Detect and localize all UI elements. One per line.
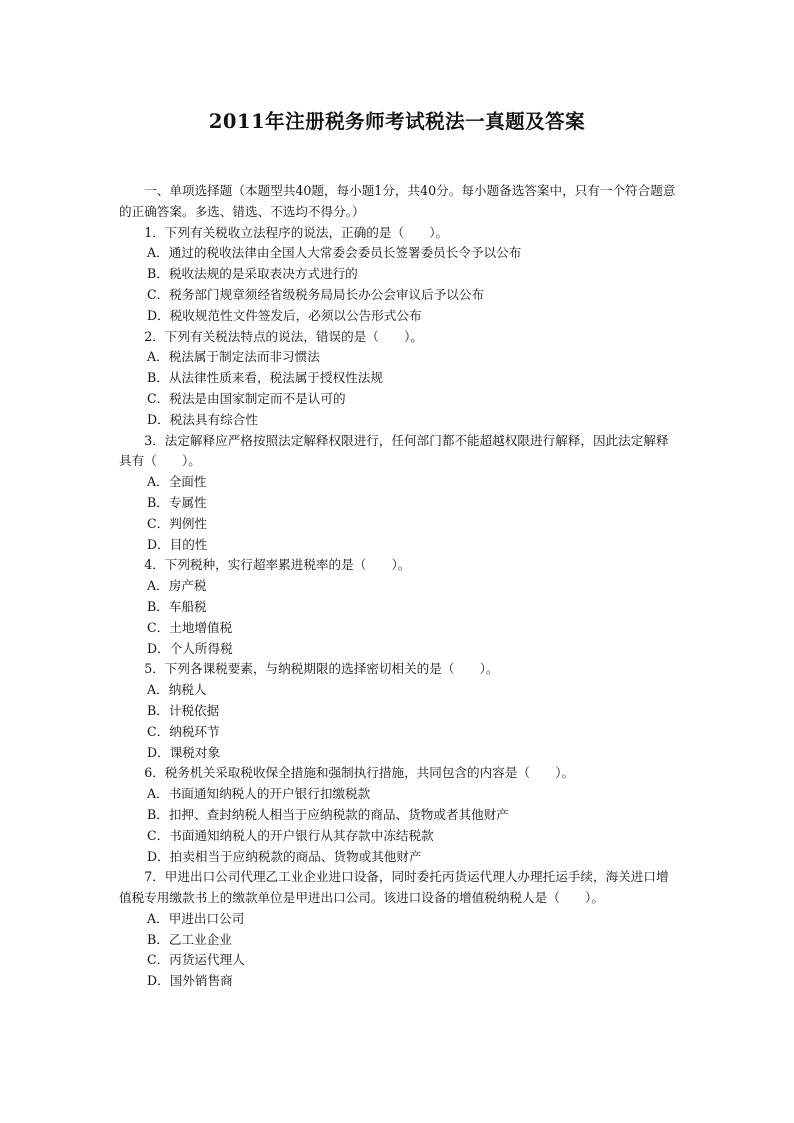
- question-option: C．丙货运代理人: [147, 952, 245, 968]
- question-stem: 3．法定解释应严格按照法定解释权限进行，任何部门都不能超越权限进行解释，因此法定解释具有（ ）。: [119, 432, 669, 469]
- document-title: 2011年注册税务师考试税法一真题及答案: [208, 110, 586, 133]
- question-option: D．税收规范性文件签发后，必须以公告形式公布: [147, 307, 422, 323]
- question-option: B．车船税: [147, 598, 207, 614]
- question-option: B．从法律性质来看，税法属于授权性法规: [147, 370, 383, 386]
- question-option: D．国外销售商: [147, 973, 233, 989]
- question-option: B．乙工业企业: [147, 931, 232, 947]
- question-option: A．税法属于制定法而非习惯法: [147, 349, 320, 365]
- question-option: B．税收法规的是采取表决方式进行的: [147, 266, 358, 282]
- question-option: C．判例性: [147, 515, 208, 531]
- question-option: D．拍卖相当于应纳税款的商品、货物或其他财产: [147, 848, 422, 864]
- question-option: C．税务部门规章须经省级税务局局长办公会审议后予以公布: [147, 286, 485, 302]
- question-option: D．个人所得税: [147, 640, 233, 656]
- question-stem: 7．甲进出口公司代理乙工业企业进口设备，同时委托丙货运代理人办理托运手续，海关进口增值税专用缴款书上的缴款单位是甲进出口公司。该进口设备的增值税纳税人是（ ）。: [119, 869, 669, 906]
- question-stem: 5．下列各课税要素，与纳税期限的选择密切相关的是（ ）。: [144, 661, 499, 677]
- question-option: B．计税依据: [147, 702, 220, 718]
- question-option: C．土地增值税: [147, 619, 233, 635]
- question-stem: 6．税务机关采取税收保全措施和强制执行措施，共同包含的内容是（ ）。: [144, 765, 575, 781]
- section-header: 一、单项选择题（本题型共40题，每小题1分，共40分。每小题备选答案中，只有一个符合题意的正确答案。多选、错选、不选均不得分。）: [119, 183, 676, 219]
- question-option: B．扣押、查封纳税人相当于应纳税款的商品、货物或者其他财产: [147, 806, 509, 822]
- document-body: [119, 181, 679, 992]
- question-stem: 4．下列税种，实行超率累进税率的是（ ）。: [144, 557, 411, 573]
- question-option: A．甲进出口公司: [147, 910, 245, 926]
- question-option: B．专属性: [147, 494, 207, 510]
- question-option: D．课税对象: [147, 744, 221, 760]
- question-option: C．税法是由国家制定而不是认可的: [147, 390, 346, 406]
- question-option: D．目的性: [147, 536, 208, 552]
- question-option: C．纳税环节: [147, 723, 220, 739]
- question-option: A．房产税: [147, 578, 207, 594]
- question-stem: 1．下列有关税收立法程序的说法，正确的是（ ）。: [144, 224, 449, 240]
- question-stem: 2．下列有关税法特点的说法，错误的是（ ）。: [144, 328, 423, 344]
- question-option: A．纳税人: [147, 682, 207, 698]
- question-option: A．通过的税收法律由全国人大常委会委员长签署委员长令予以公布: [147, 245, 522, 261]
- question-option: A．全面性: [147, 474, 207, 490]
- question-option: D．税法具有综合性: [147, 411, 258, 427]
- question-option: C．书面通知纳税人的开户银行从其存款中冻结税款: [147, 827, 434, 843]
- question-option: A．书面通知纳税人的开户银行扣缴税款: [147, 786, 371, 802]
